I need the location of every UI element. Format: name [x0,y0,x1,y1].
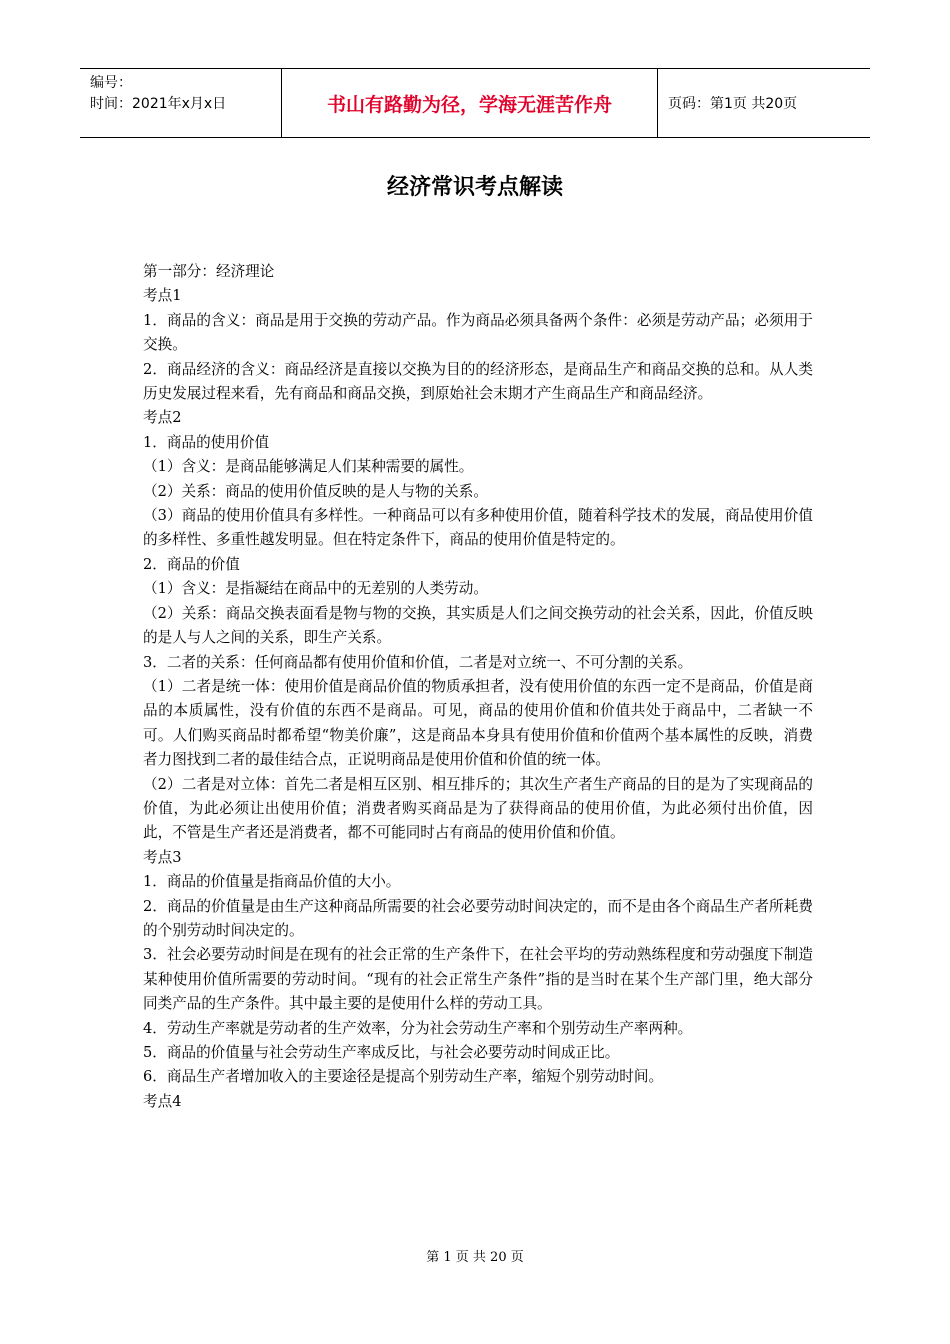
paragraph: 考点1 [143,287,182,305]
paragraph: （2）关系：商品的使用价值反映的是人与物的关系。 [143,482,488,500]
document-title: 经济常识考点解读 [386,175,563,200]
document-body [143,260,813,1114]
paragraph: 3．社会必要劳动时间是在现有的社会正常的生产条件下，在社会平均的劳动熟练程度和劳动强度下制造某种使用价值所需要的劳动时间。“现有的社会正常生产条件”指的是当时在某个生产部门里，绝大部分同类产品的生产条件。其中最主要的是使用什么样的劳动工具。 [143,946,813,1013]
paragraph: 考点3 [143,848,182,866]
paragraph: （1）含义：是商品能够满足人们某种需要的属性。 [143,458,474,476]
document-number: 编号： [90,75,132,91]
paragraph: 2．商品的价值 [143,555,240,573]
paragraph: 6．商品生产者增加收入的主要途径是提高个别劳动生产率，缩短个别劳动时间。 [143,1068,664,1086]
paragraph: （2）关系：商品交换表面看是物与物的交换，其实质是人们之间交换劳动的社会关系，因此，价值反映的是人与人之间的关系，即生产关系。 [143,604,813,647]
paragraph: 4．劳动生产率就是劳动者的生产效率，分为社会劳动生产率和个别劳动生产率两种。 [143,1019,693,1037]
page-footer: 第 1 页 共 20 页 [426,1250,524,1265]
paragraph: 1．商品的含义：商品是用于交换的劳动产品。作为商品必须具备两个条件：必须是劳动产品；必须用于交换。 [143,311,813,354]
header-page-info: 页码：第1页 共20页 [668,96,798,112]
paragraph: 5．商品的价值量与社会劳动生产率成反比，与社会必要劳动时间成正比。 [143,1044,620,1061]
header-meta [80,69,282,137]
paragraph: 3．二者的关系：任何商品都有使用价值和价值，二者是对立统一、不可分割的关系。 [143,653,693,671]
paragraph: （3）商品的使用价值具有多样性。一种商品可以有多种使用价值，随着科学技术的发展，商品使用价值的多样性、多重性越发明显。但在特定条件下，商品的使用价值是特定的。 [143,507,813,549]
paragraph: 第一部分：经济理论 [143,263,275,280]
paragraph: 考点2 [143,409,182,427]
page-header [80,68,870,138]
paragraph: 考点4 [143,1092,182,1110]
document-time: 时间：2021年x月x日 [90,96,227,112]
paragraph: 2．商品的价值量是由生产这种商品所需要的社会必要劳动时间决定的，而不是由各个商品生产者所耗费的个别劳动时间决定的。 [143,897,813,939]
header-motto: 书山有路勤为径，学海无涯苦作舟 [282,69,658,137]
paragraph: （2）二者是对立体：首先二者是相互区别、相互排斥的；其次生产者生产商品的目的是为了实现商品的价值，为此必须让出使用价值；消费者购买商品是为了获得商品的使用价值，为此必须付出价值，因此，不管是生产者还是消费者，都不可能同时占有商品的使用价值和价值。 [143,775,813,842]
paragraph: 1．商品的价值量是指商品价值的大小。 [143,873,401,891]
paragraph: 1．商品的使用价值 [143,433,270,451]
paragraph: （1）二者是统一体：使用价值是商品价值的物质承担者，没有使用价值的东西一定不是商品，价值是商品的本质属性，没有价值的东西不是商品。可见，商品的使用价值和价值共处于商品中，二者缺一不可。人们购买商品时都希望“物美价廉”，这是商品本身具有使用价值和价值两个基本属性的反映，消费者力图找到二者的最佳结合点，正说明商品是使用价值和价值的统一体。 [143,677,813,769]
paragraph: 2．商品经济的含义：商品经济是直接以交换为目的的经济形态，是商品生产和商品交换的总和。从人类历史发展过程来看，先有商品和商品交换，到原始社会末期才产生商品生产和商品经济。 [143,360,813,403]
paragraph: （1）含义：是指凝结在商品中的无差别的人类劳动。 [143,580,488,598]
